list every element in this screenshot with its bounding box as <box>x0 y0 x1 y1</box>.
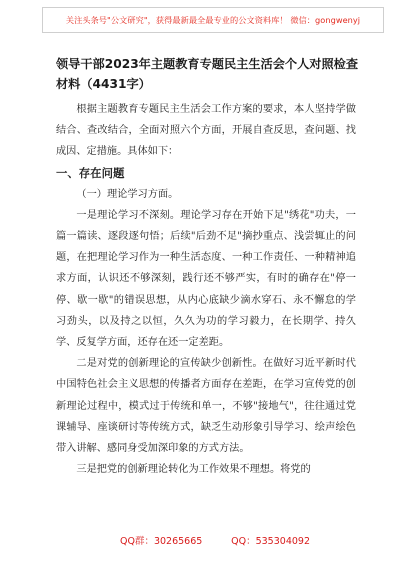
subsection-heading-theory-study: （一）理论学习方面。 <box>76 188 179 200</box>
promo-banner <box>42 7 384 33</box>
contact-footer <box>120 533 310 547</box>
document-title: 领导干部2023年主题教育专题民主生活会个人对照检查材料（4431字） <box>56 57 359 91</box>
qq-group-number: QQ群：30265665 <box>120 536 203 547</box>
promo-banner-text: 关注头条号"公文研究"，获得最新最全最专业的公文资料库！ 微信：gongwenyj <box>65 14 361 25</box>
document-body <box>56 99 356 480</box>
intro-paragraph: 根据主题教育专题民主生活会工作方案的要求，本人坚持学做结合、查改结合，全面对照六个方面，开展自查反思，查问题、找成因、定措施。具体如下： <box>56 104 356 158</box>
paragraph-3: 三是把党的创新理论转化为工作效果不理想。将党的 <box>76 464 311 476</box>
paragraph-1: 一是理论学习不深刻。理论学习存在开始下足"绣花"功夫，一篇一篇读、逐段逐句悟；后续"后劲不足"摘抄重点、浅尝辄止的问题，在把理论学习作为一种生活态度、一种工作责任、一种精神追求方面，认识还不够深刻，践行还不够严实，有时的确存在"停一停、歇一歇"的错误思想，从内心底缺少滴水穿石、永不懈怠的学习劲头，以及持之以恒，久久为功的学习毅力，在长期学、持久学、反复学方面，还存在还一定差距。 <box>56 209 356 349</box>
section-heading-problems: 一、存在问题 <box>56 165 125 180</box>
qq-number: QQ：535304092 <box>231 536 310 547</box>
paragraph-2: 二是对党的创新理论的宣传缺少创新性。在做好习近平新时代中国特色社会主义思想的传播者方面存在差距，在学习宣传党的创新理论过程中，模式过于传统和单一，不够"接地气"，往往通过党课辅导、座谈研讨等传统方式，缺乏生动形象引导学习、绘声绘色带入讲解、感同身受加深印象的方式方法。 <box>56 358 356 455</box>
